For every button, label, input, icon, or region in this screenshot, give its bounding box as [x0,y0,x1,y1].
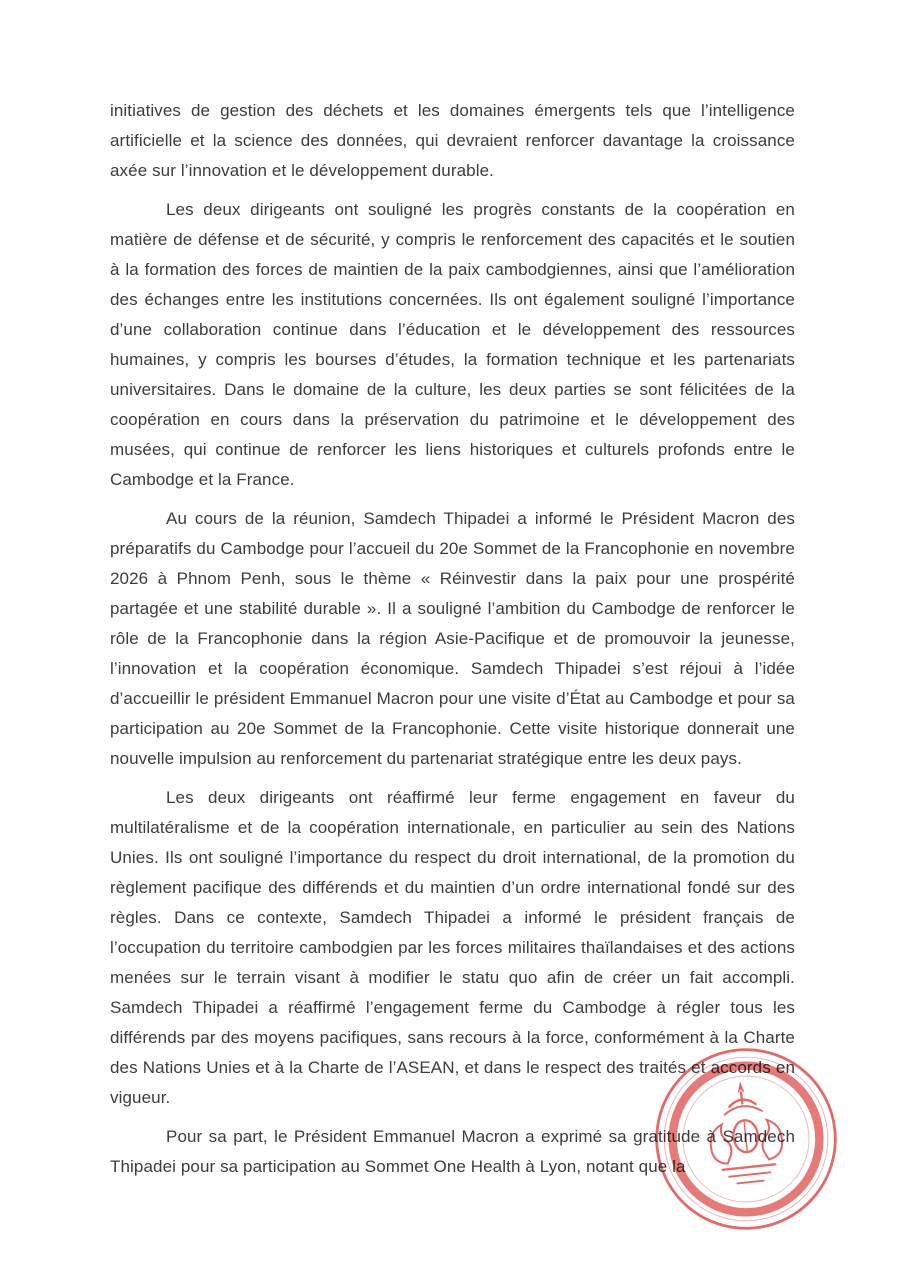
paragraph: Au cours de la réunion, Samdech Thipadei a informé le Président Macron des préparatifs du Cambodge pour l’accueil du 20e Sommet de la Francophonie en novembre 2026 à Phnom Penh, sous le thème « Réinvestir dans la paix pour une prospérité partagée et une stabilité durable ». Il a souligné l’ambition du Cambodge de renforcer le rôle de la Francophonie dans la région Asie-Pacifique et de promouvoir la jeunesse, l’innovation et la coopération économique. Samdech Thipadei s’est réjoui à l’idée d’accueillir le président Emmanuel Macron pour une visite d’État au Cambodge et pour sa participation au 20e Sommet de la Francophonie. Cette visite historique donnerait une nouvelle impulsion au renforcement du partenariat stratégique entre les deux pays. [110,509,795,768]
paragraph: Les deux dirigeants ont souligné les progrès constants de la coopération en matière de défense et de sécurité, y compris le renforcement des capacités et le soutien à la formation des forces de maintien de la paix cambodgiennes, ainsi que l’amélioration des échanges entre les institutions concernées. Ils ont également souligné l’importance d’une collaboration continue dans l’éducation et le développement des ressources humaines, y compris les bourses d’études, la formation technique et les partenariats universitaires. Dans le domaine de la culture, les deux parties se sont félicitées de la coopération en cours dans la préservation du patrimoine et le développement des musées, qui continue de renforcer les liens historiques et culturels profonds entre le Cambodge et la France. [110,200,795,489]
paragraph: initiatives de gestion des déchets et les domaines émergents tels que l’intelligence artificielle et la science des données, qui devraient renforcer davantage la croissance axée sur l’innovation et le développement durable. [110,101,795,180]
paragraph: Pour sa part, le Président Emmanuel Macron a exprimé sa gratitude à Samdech Thipadei pour sa participation au Sommet One Health à Lyon, notant que la [110,1127,795,1176]
paragraph: Les deux dirigeants ont réaffirmé leur ferme engagement en faveur du multilatéralisme et de la coopération internationale, en particulier au sein des Nations Unies. Ils ont souligné l’importance du respect du droit international, de la promotion du règlement pacifique des différends et du maintien d’un ordre international fondé sur des règles. Dans ce contexte, Samdech Thipadei a informé le président français de l’occupation du territoire cambodgien par les forces militaires thaïlandaises et des actions menées sur le terrain visant à modifier le statu quo afin de créer un fait accompli. Samdech Thipadei a réaffirmé l’engagement ferme du Cambodge à régler tous les différends par des moyens pacifiques, sans recours à la force, conformément à la Charte des Nations Unies et à la Charte de l’ASEAN, et dans le respect des traités et accords en vigueur. [110,788,795,1107]
document-body [110,96,795,1191]
